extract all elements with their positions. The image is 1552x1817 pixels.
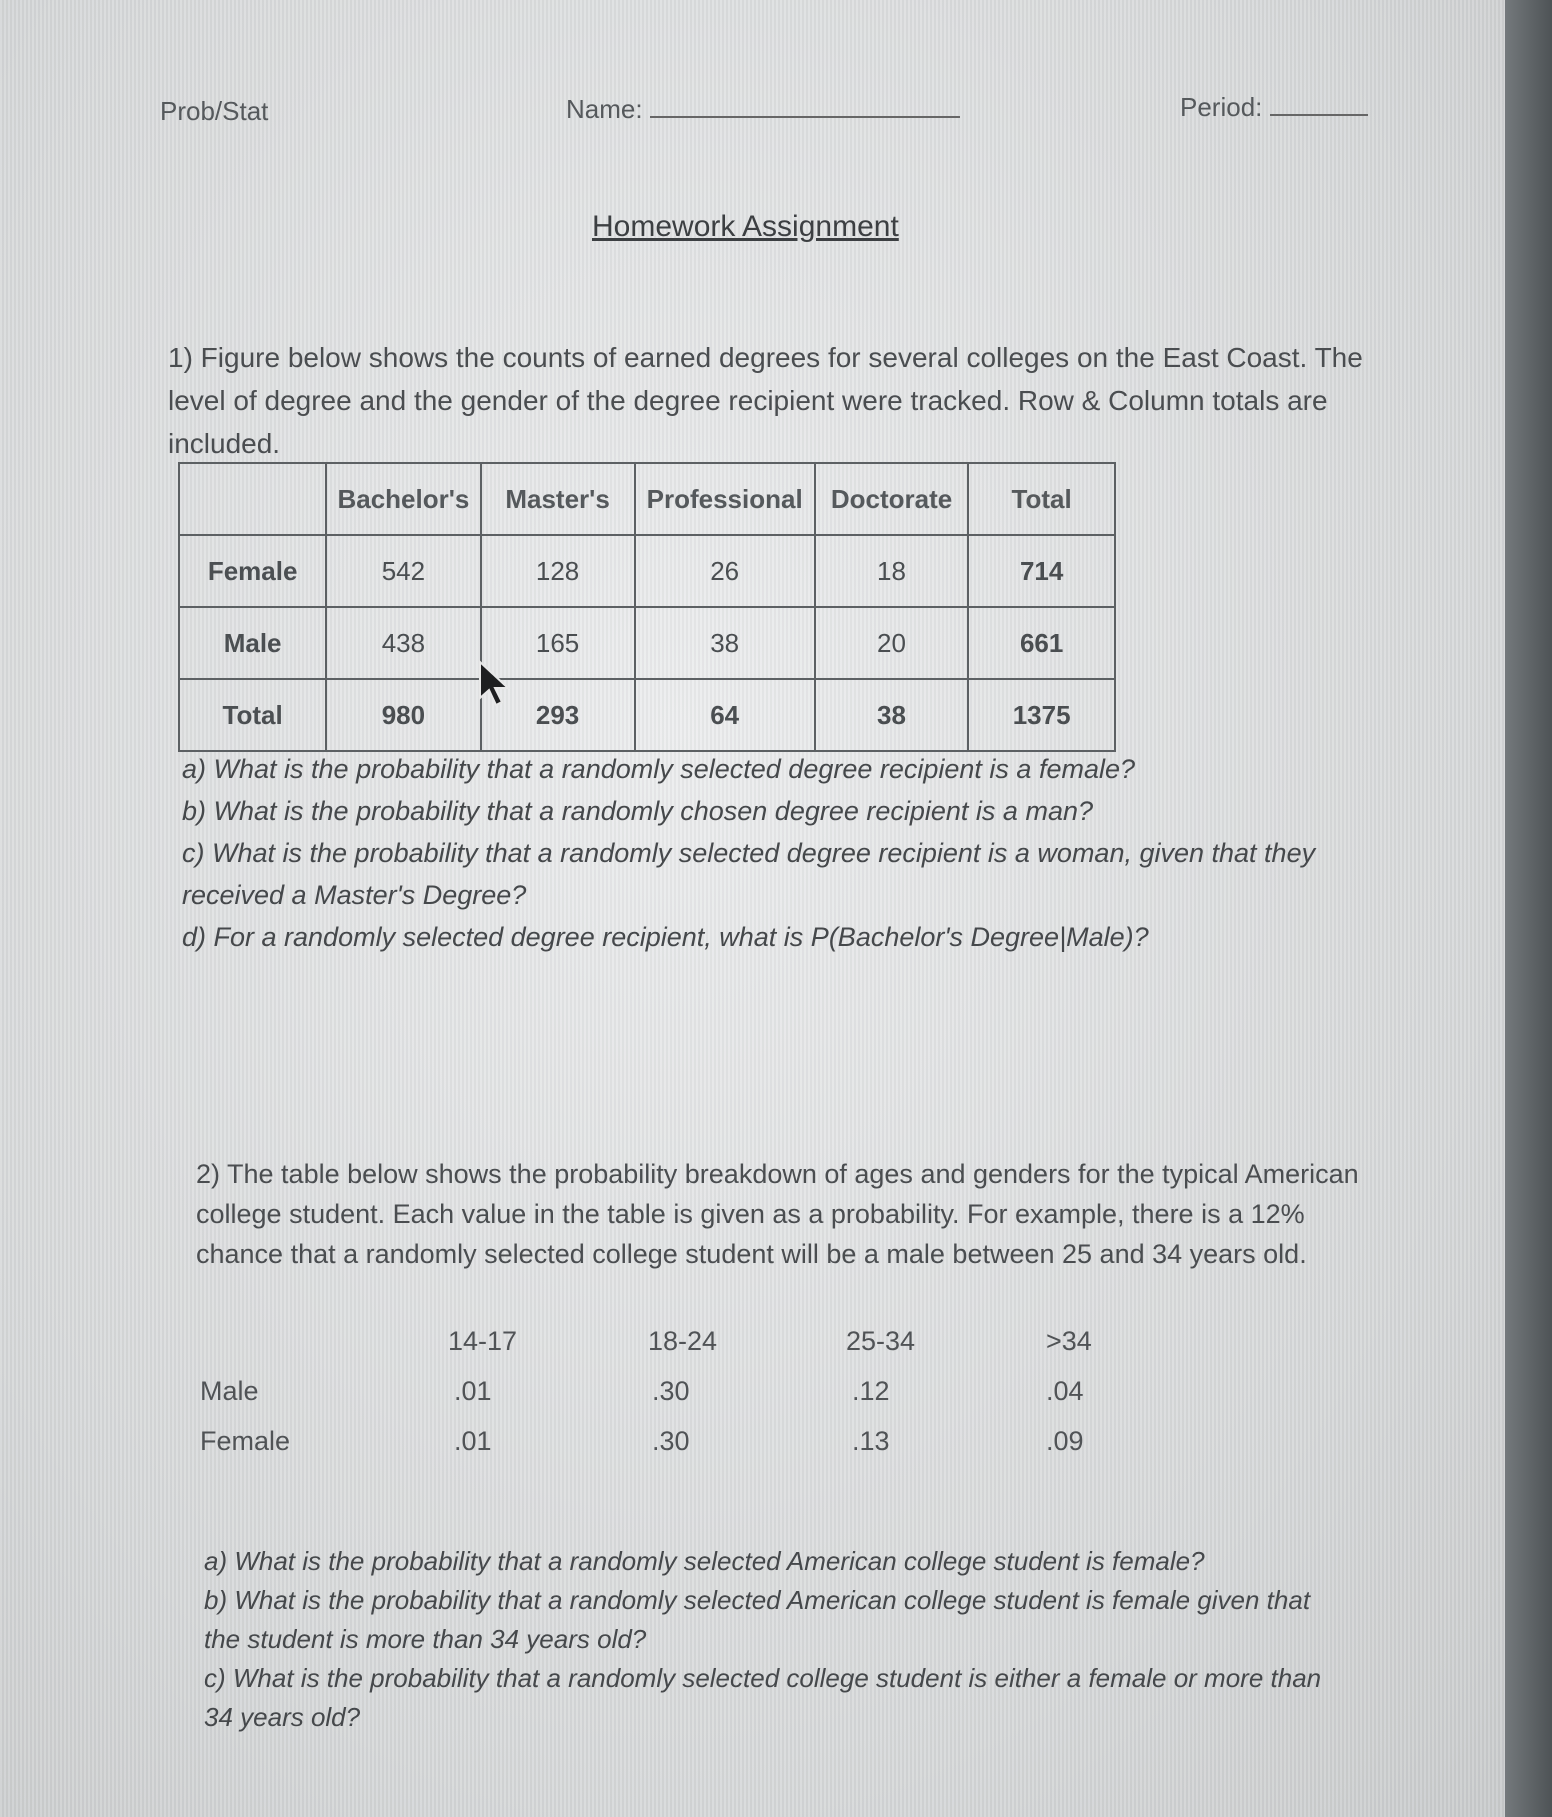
table-cell-total: 1375 (968, 679, 1115, 751)
table-cell: 26 (635, 535, 815, 607)
question-2a: a) What is the probability that a randomly selected American college student is female? (204, 1546, 1205, 1576)
header-cell-total: Total (968, 463, 1115, 535)
course-label: Prob/Stat (160, 96, 269, 126)
table-cell-total: 64 (635, 679, 815, 751)
row-label-total: Total (179, 679, 326, 751)
table-cell: 128 (481, 535, 635, 607)
header-cell-blank (179, 463, 326, 535)
period-blank (1270, 114, 1368, 116)
problem1-questions (182, 748, 1352, 958)
header-cell-bachelors: Bachelor's (326, 463, 480, 535)
table-cell-total: 980 (326, 679, 480, 751)
period-field (1180, 92, 1368, 123)
table-cell: 542 (326, 535, 480, 607)
age-header-14-17: 14-17 (448, 1326, 518, 1356)
table-cell: 165 (481, 607, 635, 679)
question-1d: d) For a randomly selected degree recipient, what is P(Bachelor's Degree|Male)? (182, 922, 1149, 952)
table-cell-total: 38 (815, 679, 969, 751)
table-row-male (179, 607, 1115, 679)
row-label-male: Male (179, 607, 326, 679)
page-title: Homework Assignment (592, 210, 899, 243)
table-cell-total: 293 (481, 679, 635, 751)
table-cell: 38 (635, 607, 815, 679)
prob-cell: .13 (852, 1426, 890, 1456)
row-label-male: Male (200, 1376, 259, 1406)
degrees-table (178, 462, 1116, 752)
mouse-pointer-icon (478, 660, 514, 708)
table-row-total (179, 679, 1115, 751)
prob-cell: .12 (852, 1376, 890, 1406)
table-cell: 18 (815, 535, 969, 607)
name-label: Name: (566, 94, 643, 124)
problem2-questions (204, 1542, 1344, 1737)
problem2-intro: 2) The table below shows the probability breakdown of ages and genders for the typical American college student. Each value in the table is given as a probability. For example, there is a 12% chance that a randomly selected college student will be a male between 25 and 34 years old. (196, 1159, 1359, 1269)
page-edge-shadow (1505, 0, 1552, 1817)
row-label-female: Female (200, 1426, 291, 1456)
age-header-25-34: 25-34 (846, 1326, 916, 1356)
prob-cell: .01 (454, 1376, 492, 1406)
name-blank (650, 116, 960, 118)
prob-cell: .30 (652, 1426, 690, 1456)
question-2b: b) What is the probability that a randomly selected American college student is female given that the student is more than 34 years old? (204, 1585, 1311, 1654)
table-cell: 438 (326, 607, 480, 679)
prob-cell: .30 (652, 1376, 690, 1406)
header-cell-professional: Professional (635, 463, 815, 535)
table-cell: 20 (815, 607, 969, 679)
question-1a: a) What is the probability that a randomly selected degree recipient is a female? (182, 754, 1136, 784)
age-header-18-24: 18-24 (648, 1326, 718, 1356)
period-label: Period: (1180, 92, 1263, 122)
table-cell-total: 714 (968, 535, 1115, 607)
prob-cell: .09 (1046, 1426, 1084, 1456)
question-1c: c) What is the probability that a randomly selected degree recipient is a woman, given that they received a Master's Degree? (182, 838, 1316, 910)
question-2c: c) What is the probability that a randomly selected college student is either a female or more than 34 years old? (204, 1663, 1322, 1732)
problem1-intro: 1) Figure below shows the counts of earned degrees for several colleges on the East Coast. The level of degree and the gender of the degree recipient were tracked. Row & Column totals are included. (168, 342, 1363, 459)
table-row-female (179, 535, 1115, 607)
name-field (566, 94, 960, 125)
question-1b: b) What is the probability that a randomly chosen degree recipient is a man? (182, 796, 1093, 826)
header-cell-doctorate: Doctorate (815, 463, 969, 535)
degrees-header-row (179, 463, 1115, 535)
age-header-over-34: >34 (1046, 1326, 1092, 1356)
prob-cell: .04 (1046, 1376, 1084, 1406)
row-label-female: Female (179, 535, 326, 607)
header-cell-masters: Master's (481, 463, 635, 535)
table-cell-total: 661 (968, 607, 1115, 679)
prob-cell: .01 (454, 1426, 492, 1456)
